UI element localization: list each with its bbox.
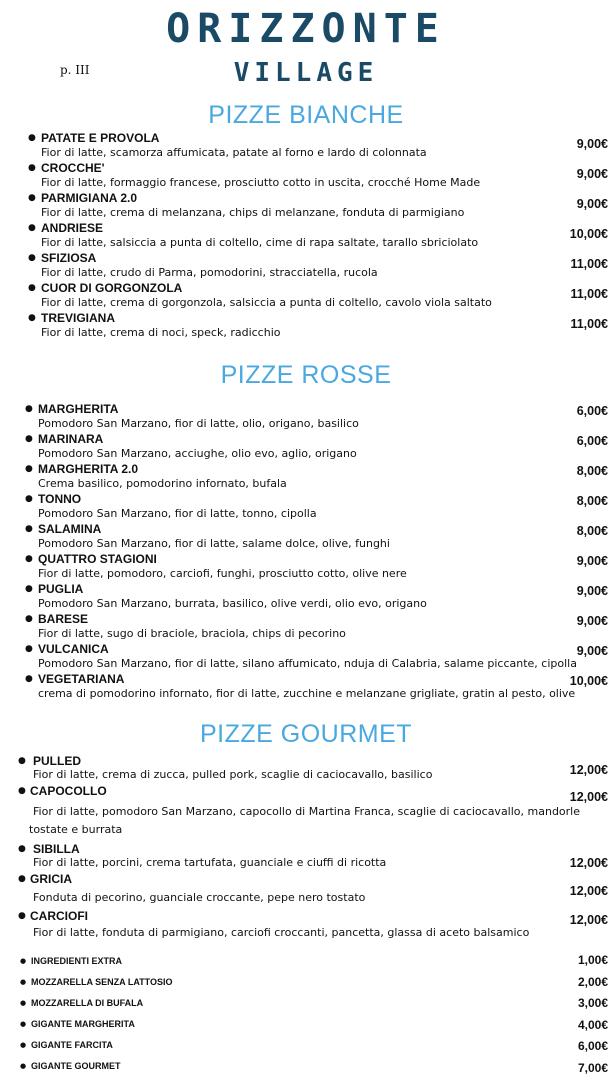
bullet-icon: ●: [25, 494, 33, 504]
extra-name: INGREDIENTI EXTRA: [31, 956, 123, 966]
bullet-icon: ●: [28, 163, 36, 173]
pizza-description: Fior di latte, porcini, crema tartufata, guanciale e ciuffi di ricotta: [33, 856, 387, 869]
bullet-icon: ●: [28, 133, 36, 143]
pizza-price: 8,00€: [576, 464, 608, 478]
pizza-description: Pomodoro San Marzano, fior di latte, tonno, cipolla: [38, 507, 317, 520]
pizza-price: 12,00€: [569, 790, 608, 804]
extra-price: 2,00€: [577, 974, 608, 989]
bullet-icon: ●: [28, 313, 36, 323]
bullet-icon: ●: [20, 1020, 27, 1028]
pizza-name: BARESE: [38, 612, 89, 626]
section-title-gourmet: PIZZE GOURMET: [199, 720, 413, 748]
pizza-name: PARMIGIANA 2.0: [41, 191, 138, 205]
pizza-name: CROCCHE': [41, 161, 105, 175]
bullet-icon: ●: [25, 434, 33, 444]
pizza-price: 9,00€: [576, 197, 608, 211]
extra-price: 6,00€: [577, 1039, 608, 1054]
extra-name: GIGANTE MARGHERITA: [31, 1019, 135, 1029]
pizza-name: TREVIGIANA: [41, 311, 116, 325]
pizza-description: crema di pomodorino infornato, fior di latte, zucchine e melanzane grigliate, gratin al pesto, olive: [38, 687, 576, 700]
pizza-name: SFIZIOSA: [41, 251, 97, 265]
pizza-price: 9,00€: [576, 584, 608, 598]
pizza-name: PULLED: [33, 754, 81, 768]
pizza-price: 8,00€: [576, 524, 608, 538]
bullet-icon: ●: [28, 253, 36, 263]
pizza-description: Fior di latte, crudo di Parma, pomodorini, stracciatella, rucola: [41, 266, 378, 279]
extra-name: MOZZARELLA SENZA LATTOSIO: [31, 977, 173, 987]
bullet-icon: ●: [25, 644, 33, 654]
section-title-bianche: PIZZE BIANCHE: [208, 101, 404, 129]
bullet-icon: ●: [20, 978, 27, 986]
pizza-name: TONNO: [38, 492, 82, 506]
pizza-description: Fior di latte, scamorza affumicata, patate al forno e lardo di colonnata: [41, 146, 427, 159]
pizza-description: Fior di latte, pomodoro San Marzano, capocollo di Martina Franca, scaglie di caciocavallo, mandorle tostate e burrata: [29, 805, 581, 836]
pizza-price: 6,00€: [576, 434, 608, 448]
pizza-name: CAPOCOLLO: [30, 784, 107, 798]
bullet-icon: ●: [20, 999, 27, 1007]
page-number: p. III: [60, 63, 90, 77]
pizza-name: PATATE E PROVOLA: [41, 131, 160, 145]
bullet-icon: ●: [20, 1041, 27, 1049]
pizza-price: 9,00€: [576, 614, 608, 628]
bullet-icon: ●: [20, 957, 27, 965]
extra-price: 1,00€: [577, 953, 608, 967]
logo-village: VILLAGE: [233, 58, 379, 88]
pizza-price: 12,00€: [569, 913, 608, 927]
bullet-icon: ●: [18, 756, 26, 766]
pizza-name: CARCIOFI: [30, 909, 88, 923]
pizza-name: ANDRIESE: [41, 221, 104, 235]
bullet-icon: ●: [18, 874, 26, 884]
extra-name: GIGANTE FARCITA: [31, 1040, 113, 1050]
bullet-icon: ●: [18, 911, 26, 921]
pizza-description: Fior di latte, crema di zucca, pulled pork, scaglie di caciocavallo, basilico: [33, 768, 433, 781]
bullet-icon: ●: [25, 584, 33, 594]
pizza-price: 10,00€: [569, 227, 608, 241]
bullet-icon: ●: [28, 283, 36, 293]
bullet-icon: ●: [28, 223, 36, 233]
pizza-name: MARINARA: [38, 432, 104, 446]
pizza-name: VEGETARIANA: [38, 672, 125, 686]
pizza-name: QUATTRO STAGIONI: [38, 552, 157, 566]
pizza-description: Crema basilico, pomodorino infornato, bufala: [38, 477, 287, 490]
pizza-description: Pomodoro San Marzano, fior di latte, silano affumicato, nduja di Calabria, salame piccante, cipolla: [38, 657, 577, 670]
pizza-name: SALAMINA: [38, 522, 102, 536]
bullet-icon: ●: [28, 193, 36, 203]
pizza-description: Pomodoro San Marzano, burrata, basilico, olive verdi, olio evo, origano: [38, 597, 427, 610]
pizza-description: Fior di latte, sugo di braciole, braciola, chips di pecorino: [38, 627, 346, 640]
extra-price: 4,00€: [577, 1017, 608, 1032]
pizza-price: 12,00€: [569, 884, 608, 898]
bullet-icon: ●: [25, 464, 33, 474]
pizza-description: Fior di latte, crema di gorgonzola, salsiccia a punta di coltello, cavolo viola saltato: [41, 296, 492, 309]
extra-name: GIGANTE GOURMET: [31, 1061, 121, 1071]
extra-name: MOZZARELLA DI BUFALA: [31, 998, 144, 1008]
pizza-description: Fior di latte, formaggio francese, prosciutto cotto in uscita, crocché Home Made: [41, 176, 481, 189]
bullet-icon: ●: [20, 1062, 27, 1070]
pizza-name: CUOR DI GORGONZOLA: [41, 281, 183, 295]
extra-price: 7,00€: [577, 1061, 608, 1075]
bullet-icon: ●: [25, 614, 33, 624]
pizza-price: 6,00€: [576, 404, 608, 418]
pizza-price: 9,00€: [576, 644, 608, 658]
bullet-icon: ●: [25, 524, 33, 534]
pizza-price: 11,00€: [570, 257, 608, 271]
pizza-name: MARGHERITA: [38, 402, 119, 416]
pizza-name: SIBILLA: [33, 842, 80, 856]
bullet-icon: ●: [18, 786, 26, 796]
section-title-rosse: PIZZE ROSSE: [220, 361, 392, 389]
pizza-description: Pomodoro San Marzano, fior di latte, olio, origano, basilico: [38, 417, 359, 430]
pizza-name: VULCANICA: [38, 642, 109, 656]
logo-orizzonte: ORIZZONTE: [166, 6, 446, 52]
bullet-icon: ●: [18, 844, 26, 854]
pizza-price: 12,00€: [569, 763, 608, 777]
extra-price: 3,00€: [577, 996, 608, 1011]
bullet-icon: ●: [25, 554, 33, 564]
pizza-description: Fior di latte, crema di melanzana, chips di melanzane, fonduta di parmigiano: [41, 206, 465, 219]
pizza-description: Pomodoro San Marzano, fior di latte, salame dolce, olive, funghi: [38, 537, 390, 550]
pizza-name: PUGLIA: [38, 582, 84, 596]
pizza-description: Fior di latte, crema di noci, speck, radicchio: [41, 326, 281, 339]
pizza-description: Pomodoro San Marzano, acciughe, olio evo, aglio, origano: [38, 447, 357, 460]
pizza-price: 11,00€: [570, 317, 608, 331]
pizza-description: Fior di latte, salsiccia a punta di coltello, cime di rapa saltate, tarallo sbriciolato: [41, 236, 479, 249]
pizza-name: GRICIA: [30, 872, 72, 886]
bullet-icon: ●: [25, 404, 33, 414]
pizza-description: Fior di latte, pomodoro, carciofi, funghi, prosciutto cotto, olive nere: [38, 567, 407, 580]
pizza-name: MARGHERITA 2.0: [38, 462, 139, 476]
pizza-price: 12,00€: [569, 856, 608, 870]
pizza-price: 10,00€: [569, 674, 608, 688]
pizza-price: 11,00€: [570, 287, 608, 301]
pizza-price: 9,00€: [576, 167, 608, 181]
pizza-description: Fonduta di pecorino, guanciale croccante, pepe nero tostato: [33, 891, 366, 904]
pizza-price: 9,00€: [576, 137, 608, 151]
pizza-description: Fior di latte, fonduta di parmigiano, carciofi croccanti, pancetta, glassa di aceto balsamico: [33, 926, 530, 939]
bullet-icon: ●: [25, 674, 33, 684]
pizza-price: 8,00€: [576, 494, 608, 508]
pizza-price: 9,00€: [576, 554, 608, 568]
